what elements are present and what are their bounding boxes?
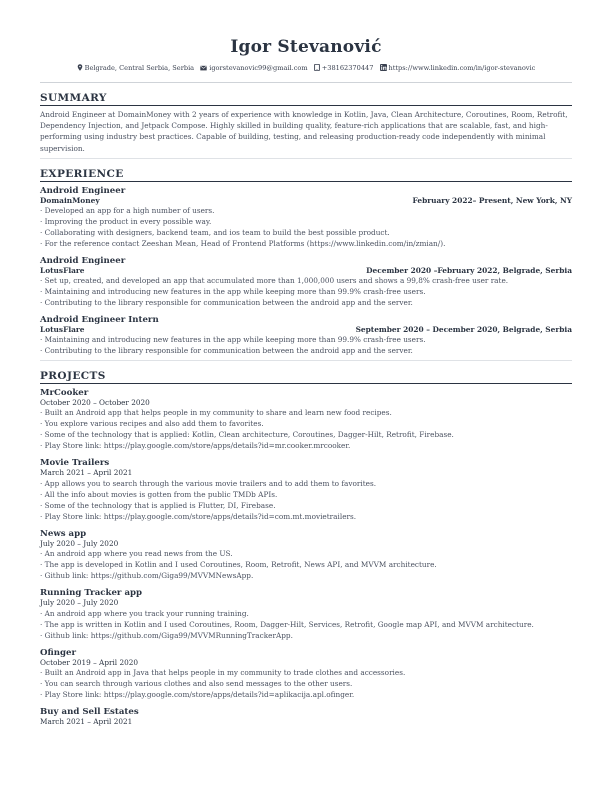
phone-icon (314, 64, 320, 71)
job-dates-location: February 2022– Present, New York, NY (412, 195, 572, 205)
project-bullet: · Play Store link: https://play.google.com/store/apps/details?id=mr.cooker.mrcooker. (40, 440, 572, 451)
project-bullet: · Some of the technology that is applied: Kotlin, Clean architecture, Coroutines, Dagger-Hilt, Retrofit, Firebase. (40, 429, 572, 440)
projects-heading: PROJECTS (40, 370, 572, 384)
project-bullet: · An android app where you read news from the US. (40, 548, 572, 559)
company-name: LotusFlare (40, 265, 85, 275)
experience-heading: EXPERIENCE (40, 168, 572, 182)
summary-text: Android Engineer at DomainMoney with 2 years of experience with knowledge in Kotlin, Java, Clean Architecture, Coroutines, Room, Retrofit, Dependency Injection, and Jetpack Compose. Highly skilled in building quality, feature-rich applications that are scalable, fast, and high-performing using industry best practices. Capable of building, testing, and releasing production-ready code independently with minimal supervision. (40, 109, 572, 159)
project-entry (40, 388, 572, 452)
summary-heading: SUMMARY (40, 92, 572, 106)
project-bullet: · Some of the technology that is applied is Flutter, DI, Firebase. (40, 500, 572, 511)
phone-text: +38162370447 (321, 64, 374, 72)
job-title: Android Engineer Intern (40, 314, 159, 325)
project-bullet: · All the info about movies is gotten from the public TMDb APIs. (40, 489, 572, 500)
project-bullet: · Built an Android app that helps people in my community to share and learn new food recipes. (40, 407, 572, 418)
company-name: LotusFlare (40, 324, 85, 334)
project-bullet: · You explore various recipes and also add them to favorites. (40, 418, 572, 429)
project-entry (40, 588, 572, 641)
project-bullet: · You can search through various clothes and also send messages to the other users. (40, 678, 572, 689)
project-dates: July 2020 – July 2020 (40, 538, 119, 548)
project-bullet: · The app is developed in Kotlin and I used Coroutines, Room, Retrofit, News API, and MVVM architecture. (40, 559, 572, 570)
project-name: MrCooker (40, 387, 89, 398)
contact-phone[interactable] (314, 64, 374, 72)
project-bullet: · An android app where you track your running training. (40, 608, 572, 619)
project-name: News app (40, 528, 87, 539)
project-dates: October 2020 – October 2020 (40, 397, 150, 407)
project-name: Running Tracker app (40, 588, 143, 599)
project-entry (40, 529, 572, 582)
experience-entry (40, 256, 572, 308)
job-dates-location: September 2020 – December 2020, Belgrade, Serbia (355, 324, 572, 334)
project-name: Movie Trailers (40, 458, 110, 469)
project-bullet: · Play Store link: https://play.google.com/store/apps/details?id=com.mt.movietrailers. (40, 511, 572, 522)
project-dates: March 2021 – April 2021 (40, 717, 133, 727)
resume-page (40, 0, 572, 727)
email-icon (200, 65, 207, 71)
email-text: igorstevanovic99@gmail.com (209, 64, 308, 72)
project-entry (40, 707, 572, 727)
project-bullet: · Github link: https://github.com/Giga99/MVVMNewsApp. (40, 570, 572, 581)
location-text: Belgrade, Central Serbia, Serbia (84, 64, 195, 72)
job-bullet: · Contributing to the library responsible for communication between the android app and the server. (40, 297, 572, 308)
project-name: Buy and Sell Estates (40, 707, 139, 718)
experience-entry (40, 315, 572, 356)
project-bullet: · App allows you to search through the various movie trailers and to add them to favorites. (40, 478, 572, 489)
linkedin-text: https://www.linkedin.com/in/igor-stevanovic (388, 64, 536, 72)
contact-location (77, 64, 194, 72)
job-bullet: · Maintaining and introducing new features in the app while keeping more than 99.9% crash-free users. (40, 286, 572, 297)
job-bullet: · Collaborating with designers, backend team, and ios team to build the best possible product. (40, 227, 572, 238)
experience-entry (40, 186, 572, 249)
project-dates: March 2021 – April 2021 (40, 468, 133, 478)
section-divider (40, 360, 572, 361)
header-divider (40, 82, 572, 83)
contact-email[interactable] (200, 64, 307, 72)
location-pin-icon (77, 64, 83, 71)
project-dates: October 2019 – April 2020 (40, 657, 139, 667)
job-bullet: · Maintaining and introducing new features in the app while keeping more than 99.9% crash-free users. (40, 334, 572, 345)
project-entry (40, 458, 572, 522)
job-bullet: · For the reference contact Zeeshan Mean, Head of Frontend Platforms (https://www.linkedin.com/in/zmian/). (40, 238, 572, 249)
contact-bar (40, 64, 572, 72)
project-name: Ofinger (40, 647, 76, 658)
job-bullet: · Contributing to the library responsible for communication between the android app and the server. (40, 345, 572, 356)
project-bullet: · Built an Android app in Java that helps people in my community to trade clothes and accessories. (40, 667, 572, 678)
linkedin-icon (380, 64, 387, 71)
job-title: Android Engineer (40, 185, 126, 196)
project-dates: July 2020 – July 2020 (40, 598, 119, 608)
contact-linkedin[interactable] (380, 64, 536, 72)
job-dates-location: December 2020 –February 2022, Belgrade, Serbia (366, 265, 572, 275)
project-bullet: · The app is written in Kotlin and I used Coroutines, Room, Dagger-Hilt, Services, Retrofit, Google map API, and MVVM architecture. (40, 619, 572, 630)
project-bullet: · Github link: https://github.com/Giga99/MVVMRunningTrackerApp. (40, 630, 572, 641)
job-title: Android Engineer (40, 255, 126, 266)
project-bullet: · Play Store link: https://play.google.com/store/apps/details?id=aplikacija.apl.ofinger. (40, 689, 572, 700)
job-bullet: · Set up, created, and developed an app that accumulated more than 1,000,000 users and shows a 99,8% crash-free user rate. (40, 275, 572, 286)
job-bullet: · Developed an app for a high number of users. (40, 205, 572, 216)
project-entry (40, 648, 572, 701)
company-name: DomainMoney (40, 195, 100, 205)
candidate-name: Igor Stevanović (230, 37, 382, 57)
job-bullet: · Improving the product in every possible way. (40, 216, 572, 227)
